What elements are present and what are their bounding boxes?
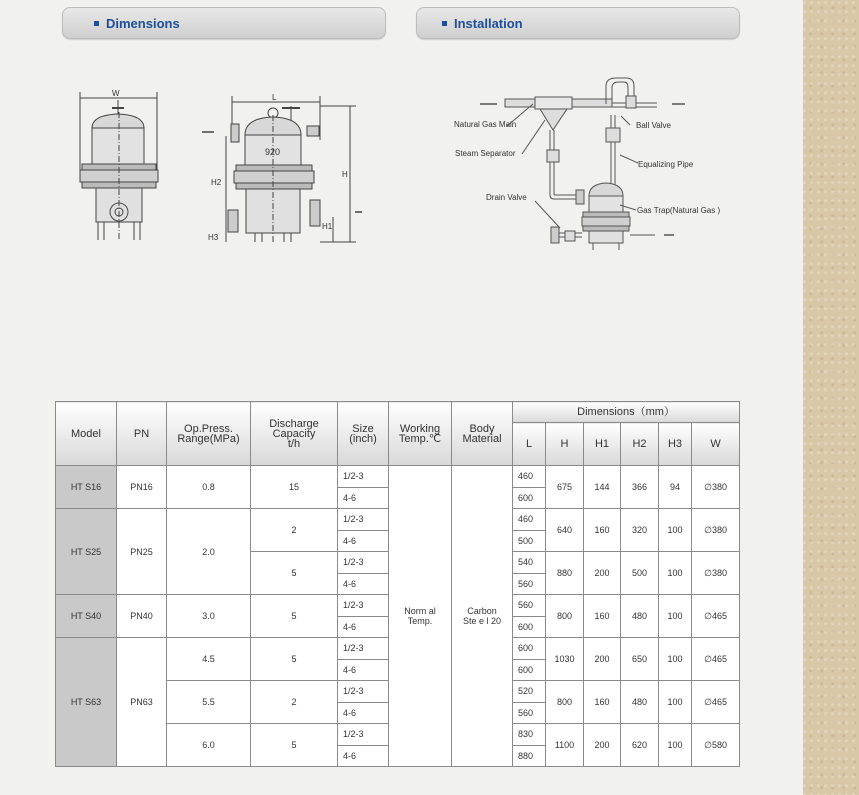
h3-label: H3 — [208, 233, 219, 242]
h1-cell: 200 — [584, 724, 621, 767]
pn-cell: PN25 — [117, 509, 167, 595]
size-cell: 4-6 — [338, 702, 389, 724]
label-gas-trap: Gas Trap(Natural Gas ) — [637, 206, 721, 215]
header-h1: H1 — [584, 423, 621, 466]
h3-cell: 100 — [659, 595, 692, 638]
h3-cell: 100 — [659, 552, 692, 595]
w-cell: ∅580 — [692, 724, 740, 767]
h-cell: 880 — [546, 552, 584, 595]
h2-cell: 320 — [621, 509, 659, 552]
size-cell: 4-6 — [338, 487, 389, 509]
table-row — [56, 466, 740, 488]
capacity-cell: 15 — [251, 466, 338, 509]
w-cell: ∅465 — [692, 595, 740, 638]
w-cell: ∅465 — [692, 638, 740, 681]
h1-cell: 160 — [584, 595, 621, 638]
spec-table — [55, 401, 740, 767]
header-h2: H2 — [621, 423, 659, 466]
body-material-cell: Carbon Ste e l 20 — [452, 466, 513, 767]
size-cell: 4-6 — [338, 745, 389, 767]
pressure-cell: 4.5 — [167, 638, 251, 681]
size-cell: 4-6 — [338, 616, 389, 638]
l-cell: 600 — [513, 638, 546, 660]
pressure-cell: 0.8 — [167, 466, 251, 509]
h1-cell: 160 — [584, 509, 621, 552]
header-size: Size (inch) — [338, 402, 389, 466]
h2-cell: 650 — [621, 638, 659, 681]
pressure-cell: 6.0 — [167, 724, 251, 767]
w-label: W — [112, 89, 120, 98]
h2-label: H2 — [211, 178, 222, 187]
label-equalizing-pipe: Equalizing Pipe — [638, 160, 694, 169]
l-cell: 460 — [513, 466, 546, 488]
h3-cell: 100 — [659, 681, 692, 724]
l-cell: 460 — [513, 509, 546, 531]
pn-cell: PN40 — [117, 595, 167, 638]
h2-cell: 480 — [621, 595, 659, 638]
l-cell: 830 — [513, 724, 546, 746]
header-h3: H3 — [659, 423, 692, 466]
installation-title: Installation — [454, 16, 523, 31]
h2-cell: 366 — [621, 466, 659, 509]
w-cell: ∅380 — [692, 552, 740, 595]
center-label: 920 — [265, 147, 281, 157]
capacity-cell: 5 — [251, 595, 338, 638]
spec-table-body — [56, 466, 740, 767]
size-cell: 1/2-3 — [338, 638, 389, 660]
h-label: H — [342, 170, 348, 179]
header-model: Model — [56, 402, 117, 466]
w-cell: ∅465 — [692, 681, 740, 724]
h-cell: 1100 — [546, 724, 584, 767]
l-cell: 500 — [513, 530, 546, 552]
working-temp-cell: Norm al Temp. — [389, 466, 452, 767]
l-cell: 560 — [513, 702, 546, 724]
l-cell: 560 — [513, 595, 546, 617]
w-cell: ∅380 — [692, 509, 740, 552]
h-cell: 675 — [546, 466, 584, 509]
h1-cell: 144 — [584, 466, 621, 509]
l-cell: 600 — [513, 659, 546, 681]
capacity-cell: 5 — [251, 552, 338, 595]
label-steam-separator: Steam Separator — [455, 149, 516, 158]
w-cell: ∅380 — [692, 466, 740, 509]
header-working-temp: Working Temp.℃ — [389, 402, 452, 466]
header-pn: PN — [117, 402, 167, 466]
h3-cell: 94 — [659, 466, 692, 509]
model-cell: HT S63 — [56, 638, 117, 767]
h-cell: 1030 — [546, 638, 584, 681]
h1-label: H1 — [322, 222, 333, 231]
h2-cell: 480 — [621, 681, 659, 724]
size-cell: 1/2-3 — [338, 724, 389, 746]
pn-cell: PN16 — [117, 466, 167, 509]
h-cell: 800 — [546, 595, 584, 638]
h-cell: 800 — [546, 681, 584, 724]
label-natural-gas-main: Natural Gas Main — [454, 120, 517, 129]
h-cell: 640 — [546, 509, 584, 552]
capacity-cell: 2 — [251, 509, 338, 552]
header-discharge: Discharge Capacity t/h — [251, 402, 338, 466]
h3-cell: 100 — [659, 638, 692, 681]
header-l: L — [513, 423, 546, 466]
l-cell: 600 — [513, 487, 546, 509]
h2-cell: 620 — [621, 724, 659, 767]
dimensions-title: Dimensions — [106, 16, 180, 31]
l-label: L — [272, 93, 277, 102]
size-cell: 4-6 — [338, 659, 389, 681]
header-op-press: Op.Press. Range(MPa) — [167, 402, 251, 466]
size-cell: 4-6 — [338, 530, 389, 552]
pn-cell: PN63 — [117, 638, 167, 767]
h3-cell: 100 — [659, 509, 692, 552]
size-cell: 1/2-3 — [338, 681, 389, 703]
size-cell: 1/2-3 — [338, 509, 389, 531]
label-drain-valve: Drain Valve — [486, 193, 527, 202]
label-ball-valve: Ball Valve — [636, 121, 671, 130]
l-cell: 520 — [513, 681, 546, 703]
size-cell: 1/2-3 — [338, 595, 389, 617]
capacity-cell: 5 — [251, 638, 338, 681]
h1-cell: 200 — [584, 552, 621, 595]
capacity-cell: 5 — [251, 724, 338, 767]
model-cell: HT S16 — [56, 466, 117, 509]
l-cell: 880 — [513, 745, 546, 767]
installation-diagram — [0, 0, 859, 300]
l-cell: 560 — [513, 573, 546, 595]
size-cell: 1/2-3 — [338, 552, 389, 574]
l-cell: 540 — [513, 552, 546, 574]
pressure-cell: 5.5 — [167, 681, 251, 724]
h3-cell: 100 — [659, 724, 692, 767]
size-cell: 1/2-3 — [338, 466, 389, 488]
header-h: H — [546, 423, 584, 466]
pressure-cell: 2.0 — [167, 509, 251, 595]
model-cell: HT S25 — [56, 509, 117, 595]
l-cell: 600 — [513, 616, 546, 638]
header-body-material: Body Material — [452, 402, 513, 466]
h1-cell: 200 — [584, 638, 621, 681]
h2-cell: 500 — [621, 552, 659, 595]
pressure-cell: 3.0 — [167, 595, 251, 638]
header-dimensions: Dimensions（mm） — [513, 402, 740, 423]
header-w: W — [692, 423, 740, 466]
h1-cell: 160 — [584, 681, 621, 724]
model-cell: HT S40 — [56, 595, 117, 638]
capacity-cell: 2 — [251, 681, 338, 724]
size-cell: 4-6 — [338, 573, 389, 595]
